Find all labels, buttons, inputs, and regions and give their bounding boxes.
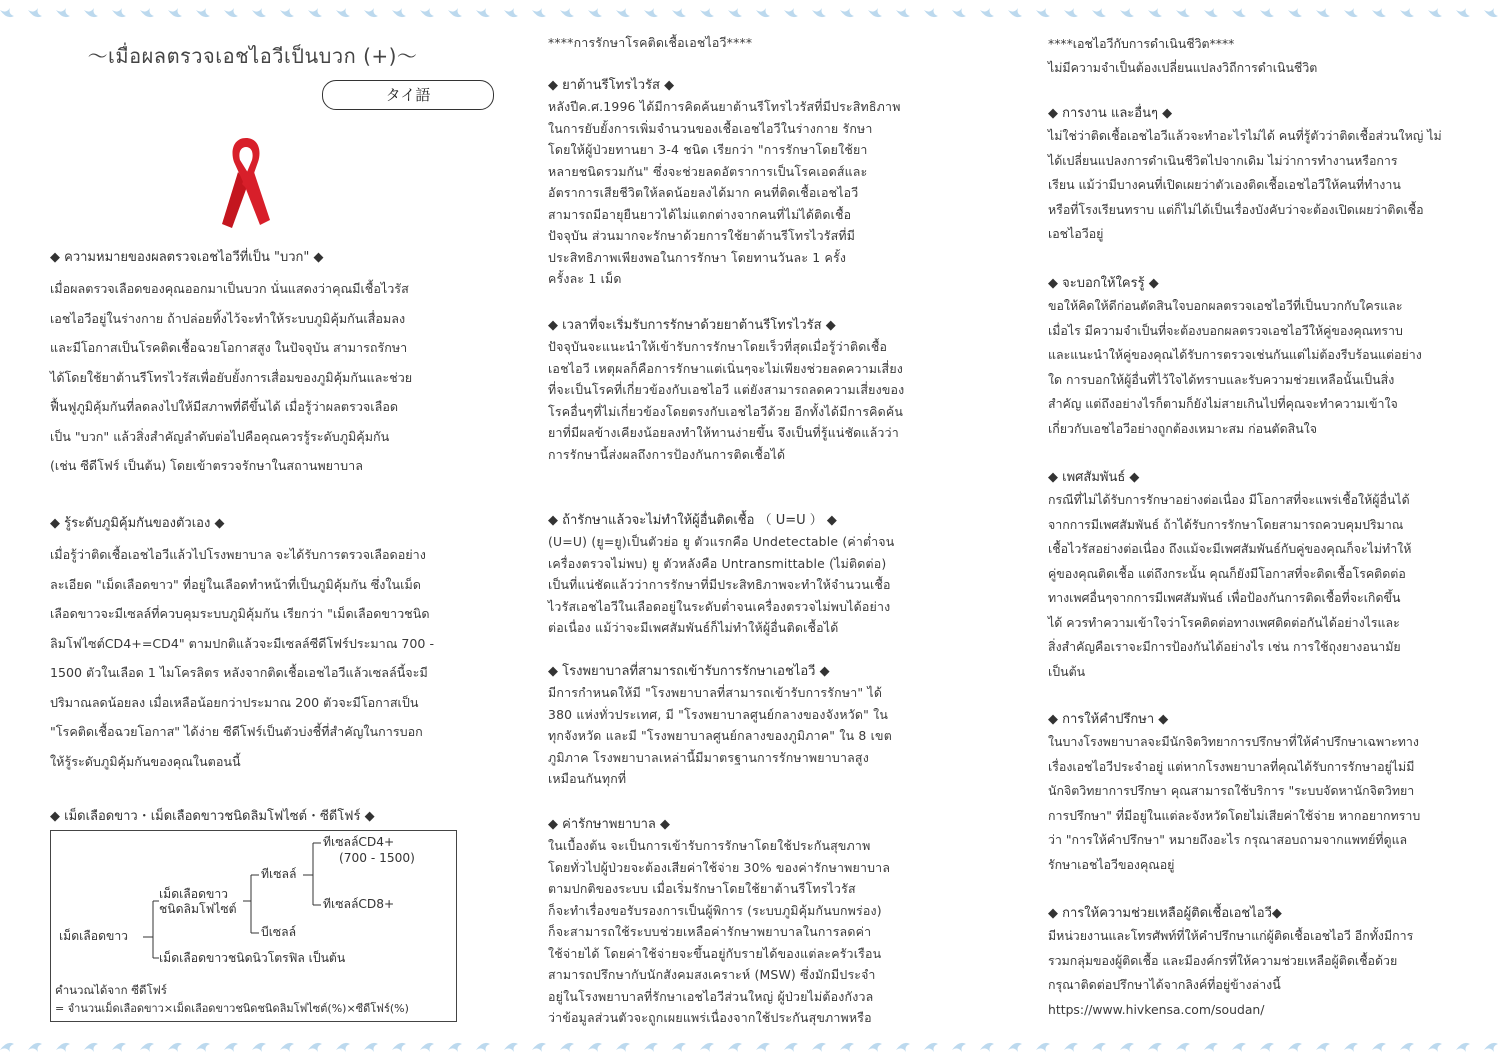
wave-mark	[616, 1043, 630, 1052]
text-line: เป็นต้น	[1048, 663, 1086, 679]
wave-mark	[0, 8, 14, 17]
wave-mark	[336, 8, 350, 17]
section-meaning	[50, 248, 455, 481]
text-line: การปรึกษา" ที่มีอยู่ในแต่ละจังหวัดโดยไม่เสียค่าใช้จ่าย หากอยากทราบ	[1048, 807, 1421, 823]
section-body	[548, 336, 950, 465]
text-line: ในเบื้องต้น จะเป็นการเข้ารับการรักษาโดยใช้ประกันสุขภาพ	[548, 838, 871, 853]
wave-mark	[700, 1043, 714, 1052]
text-line: เรื่องเอชไอวีประจำอยู่ แต่หากโรงพยาบาลที่คุณได้รับการรักษาอยู่ไม่มี	[1048, 758, 1415, 774]
text-line: ได้เปลี่ยนแปลงการดำเนินชีวิตไปจากเดิม ไม่ว่าการทำงานหรือการ	[1048, 152, 1398, 168]
wave-mark	[392, 8, 406, 17]
text-line: ก็จะทำเรื่องขอรับรองการเป็นผู้พิการ (ระบบภูมิคุ้มกันบกพร่อง)	[548, 902, 882, 918]
text-line: และแนะนำให้คู่ของคุณได้รับการตรวจเช่นกันแต่ไม่ต้องรีบร้อนแต่อย่าง	[1048, 347, 1422, 362]
text-line: ให้รู้ระดับภูมิคุ้มกันของคุณในตอนนี้	[50, 753, 241, 769]
wave-mark	[504, 1043, 518, 1052]
text-line: หลายชนิดรวมกัน" ซึ่งจะช่วยลดอัตราการเป็นโรคเอดส์และ	[548, 163, 868, 179]
wave-mark	[952, 8, 966, 17]
wave-mark	[168, 8, 182, 17]
section-body	[1048, 294, 1450, 441]
section-body	[1048, 488, 1450, 684]
wave-mark	[1372, 1043, 1386, 1052]
text-line: สามารถมีอายุยืนยาวได้ไม่แตกต่างจากคนที่ไม่ได้ติดเชื้อ	[548, 206, 852, 222]
text-line: อยู่ในโรงพยาบาลที่รักษาเอชไอวีส่วนใหญ่ ผู้ป่วยไม่ต้องกังวล	[548, 988, 874, 1004]
wave-mark	[924, 8, 938, 17]
wave-mark	[980, 1043, 994, 1052]
wave-mark	[0, 1043, 14, 1052]
wave-mark	[532, 1043, 546, 1052]
section-support	[1048, 904, 1450, 1022]
text-line: กรุณาติดต่อปรึกษาได้จากลิงค์ที่อยู่ข้างล่างนี้	[1048, 977, 1281, 992]
section-heading: ◆ ค่ารักษาพยาบาล ◆	[548, 817, 670, 832]
red-ribbon-icon	[216, 132, 276, 232]
wave-mark	[812, 1043, 826, 1052]
wave-mark	[1064, 8, 1078, 17]
text-line: สิ่งสำคัญคือเราจะมีการป้องกันได้อย่างไร เช่น การใช้ถุงยางอนามัย	[1048, 639, 1401, 654]
wave-mark	[1148, 8, 1162, 17]
wave-mark	[980, 8, 994, 17]
wave-mark	[1008, 1043, 1022, 1052]
text-line: ละเอียด "เม็ดเลือดขาว" ที่อยู่ในเลือดทำหน้าที่เป็นภูมิคุ้มกัน ซึ่งในเม็ด	[50, 576, 421, 592]
text-line: กรณีที่ไม่ได้รับการรักษาอย่างต่อเนื่อง มีโอกาสที่จะแพร่เชื้อให้ผู้อื่นได้	[1048, 492, 1410, 507]
wave-mark	[1092, 1043, 1106, 1052]
section-body	[548, 835, 950, 1029]
wave-mark	[56, 1043, 70, 1052]
life-subheader: ไม่มีความจำเป็นต้องเปลี่ยนแปลงวิถีการดำเนินชีวิต	[1048, 60, 1318, 75]
wave-mark	[448, 1043, 462, 1052]
text-line: ใช้จ่ายได้ โดยค่าใช้จ่ายจะขึ้นอยู่กับรายได้ของแต่ละครัวเรือน	[548, 945, 882, 961]
wave-mark	[140, 1043, 154, 1052]
section-work	[1048, 104, 1450, 247]
bottom-wave-border	[0, 1030, 1500, 1060]
lymphocyte-node-line1: เม็ดเลือดขาว	[159, 887, 229, 901]
wave-mark	[672, 8, 686, 17]
text-line: เป็น "บวก" แล้วสิ่งสำคัญลำดับต่อไปคือคุณควรรู้ระดับภูมิคุ้มกัน	[50, 428, 390, 444]
text-line: จากการมีเพศสัมพันธ์ ถ้าได้รับการรักษาโดยสามารถควบคุมปริมาณ	[1048, 516, 1404, 532]
wave-mark	[1484, 1043, 1498, 1052]
text-line: ขอให้คิดให้ดีก่อนตัดสินใจบอกผลตรวจเอชไอวีที่เป็นบวกกับใครและ	[1048, 298, 1403, 313]
wave-mark	[1008, 8, 1022, 17]
text-line: ว่าข้อมูลส่วนตัวจะถูกเผยแพร่เนื่องจากใช้ประกันสุขภาพหรือ	[548, 1010, 872, 1025]
wave-mark	[280, 1043, 294, 1052]
wave-mark	[588, 1043, 602, 1052]
section-body	[548, 96, 950, 290]
text-line: เอชไอวีอยู่ในร่างกาย ถ้าปล่อยทิ้งไว้จะทำให้ระบบภูมิคุ้มกันเสื่อมลง	[50, 310, 406, 326]
section-immunity	[50, 514, 455, 776]
wave-mark	[840, 8, 854, 17]
section-body	[1048, 124, 1450, 247]
text-line: คู่ของคุณติดเชื้อ แต่ถึงกระนั้น คุณก็ยังมีโอกาสที่จะติดเชื้อโรคติดต่อ	[1048, 565, 1406, 581]
wave-mark	[560, 1043, 574, 1052]
section-heading: ◆ เวลาที่จะเริ่มรับการรักษาด้วยยาต้านรีโทรไวรัส ◆	[548, 318, 836, 333]
text-line: เอชไอวีอยู่	[1048, 226, 1104, 241]
text-line: ปริมาณลดน้อยลง เมื่อเหลือน้อยกว่าประมาณ 200 ตัวจะมีโอกาสเป็น	[50, 694, 419, 710]
text-line: เมื่อไร มีความจำเป็นที่จะต้องบอกผลตรวจเอชไอวีให้คู่ของคุณทราบ	[1048, 322, 1403, 338]
wave-mark	[140, 8, 154, 17]
cd4-range: (700 - 1500)	[339, 851, 415, 865]
wave-mark	[1428, 8, 1442, 17]
section-body	[1048, 924, 1450, 998]
text-line: ปัจจุบัน ส่วนมากจะรักษาด้วยการใช้ยาต้านรีโทรไวรัสที่มี	[548, 228, 856, 243]
wave-mark	[252, 1043, 266, 1052]
column-middle	[548, 30, 950, 1025]
wave-mark	[896, 1043, 910, 1052]
wave-mark	[1120, 1043, 1134, 1052]
wave-mark	[476, 1043, 490, 1052]
wave-mark	[588, 8, 602, 17]
section-body	[548, 682, 950, 790]
wave-mark	[868, 1043, 882, 1052]
text-line: ใด การบอกให้ผู้อื่นที่ไว้ใจได้ทราบและรับความช่วยเหลือนั้นเป็นสิ่ง	[1048, 371, 1395, 387]
column-right	[1048, 30, 1450, 1017]
wave-mark	[1288, 8, 1302, 17]
section-antiretroviral	[548, 76, 950, 290]
wbc-node: เม็ดเลือดขาว	[59, 929, 129, 943]
section-sex	[1048, 468, 1450, 684]
text-line: เรียน แม้ว่ามีบางคนที่เปิดเผยว่าตัวเองติดเชื้อเอชไอวีให้คนที่ทำงาน	[1048, 177, 1401, 192]
support-link[interactable]: https://www.hivkensa.com/soudan/	[1048, 1001, 1265, 1017]
text-line: (U=U) (ยู=ยู)เป็นตัวย่อ ยู ตัวแรกคือ Undetectable (ค่าต่ำจน	[548, 534, 895, 549]
wave-mark	[756, 8, 770, 17]
cd8-node: ทีเซลล์CD8+	[323, 897, 395, 911]
section-heading: ◆ การให้ความช่วยเหลือผู้ติดเชื้อเอชไอวี◆	[1048, 906, 1282, 921]
wave-mark	[1260, 1043, 1274, 1052]
wave-mark	[1148, 1043, 1162, 1052]
text-line: ไวรัสเอชไอวีในเลือดอยู่ในระดับต่ำจนเครื่องตรวจไม่พบได้อย่าง	[548, 598, 891, 614]
section-counseling	[1048, 710, 1450, 877]
wave-mark	[1316, 1043, 1330, 1052]
wave-mark	[308, 1043, 322, 1052]
wave-mark	[1176, 1043, 1190, 1052]
text-line: ในบางโรงพยาบาลจะมีนักจิตวิทยาการปรึกษาที่ให้คำปรึกษาเฉพาะทาง	[1048, 734, 1419, 749]
text-line: ในการยับยั้งการเพิ่มจำนวนของเชื้อเอชไอวีในร่างกาย รักษา	[548, 120, 873, 136]
text-line: โรคอื่นๆที่ไม่เกี่ยวข้องโดยตรงกับเอชไอวีด้วย อีกทั้งได้มีการคิดค้น	[548, 403, 904, 419]
wave-mark	[784, 1043, 798, 1052]
wave-mark	[392, 1043, 406, 1052]
bcell-node: บีเซลล์	[261, 925, 297, 939]
wave-mark	[112, 8, 126, 17]
wave-mark	[1176, 8, 1190, 17]
section-costs	[548, 815, 950, 1029]
life-header: ****เอชไอวีกับการดำเนินชีวิต****	[1048, 36, 1235, 51]
section-heading: ◆ รู้ระดับภูมิคุ้มกันของตัวเอง ◆	[50, 516, 225, 531]
text-line: ไม่ใช่ว่าติดเชื้อเอชไอวีแล้วจะทำอะไรไม่ได้ คนที่รู้ตัวว่าติดเชื้อส่วนใหญ่ ไม่	[1048, 128, 1442, 143]
column-left	[50, 30, 455, 1015]
wave-mark	[728, 1043, 742, 1052]
wave-mark	[1036, 8, 1050, 17]
text-line: มีการกำหนดให้มี "โรงพยาบาลที่สามารถเข้ารับการรักษา" ได้	[548, 685, 883, 700]
wave-mark	[1484, 8, 1498, 17]
text-line: โดยให้ผู้ป่วยทานยา 3-4 ชนิด เรียกว่า "การรักษาโดยใช้ยา	[548, 142, 868, 157]
wave-mark	[700, 8, 714, 17]
wave-mark	[1400, 1043, 1414, 1052]
section-body	[50, 540, 455, 776]
text-line: มีหน่วยงานและโทรศัพท์ที่ให้คำปรึกษาแก่ผู้ติดเชื้อเอชไอวี อีกทั้งมีการ	[1048, 928, 1414, 943]
section-heading: ◆ ยาต้านรีโทรไวรัส ◆	[548, 78, 675, 93]
section-disclosure	[1048, 274, 1450, 441]
text-line: ลิมโฟไซต์CD4+=CD4" ตามปกติแล้วจะมีเซลล์ซีดีโฟร์ประมาณ 700 -	[50, 635, 434, 651]
section-body	[1048, 730, 1450, 877]
text-line: ฟื้นฟูภูมิคุ้มกันที่ลดลงไปให้มีสภาพที่ดีขึ้นได้ เมื่อรู้ว่าผลตรวจเลือด	[50, 399, 399, 414]
wave-mark	[364, 1043, 378, 1052]
wave-mark	[84, 8, 98, 17]
text-line: 1500 ตัวในเลือด 1 ไมโครลิตร หลังจากติดเชื้อเอชไอวีแล้วเซลล์นี้จะมี	[50, 665, 428, 680]
text-line: การรักษานี้ส่งผลถึงการป้องกันการติดเชื้อได้	[548, 446, 786, 462]
wave-mark	[336, 1043, 350, 1052]
text-line: ก็จะสามารถใช้ระบบช่วยเหลือค่ารักษาพยาบาลในการลดค่า	[548, 924, 872, 939]
section-heading: ◆ ความหมายของผลตรวจเอชไอวีที่เป็น "บวก" ◆	[50, 250, 324, 265]
wave-mark	[196, 1043, 210, 1052]
wave-mark	[1428, 1043, 1442, 1052]
text-line: โดยทั่วไปผู้ป่วยจะต้องเสียค่าใช้จ่าย 30% ของค่ารักษาพยาบาล	[548, 859, 891, 875]
wave-mark	[1092, 8, 1106, 17]
wave-mark	[28, 1043, 42, 1052]
tcell-node: ทีเซลล์	[261, 867, 297, 881]
text-line: ทุกจังหวัด และมี "โรงพยาบาลศูนย์กลางของภูมิภาค" ใน 8 เขต	[548, 728, 892, 743]
text-line: ได้โดยใช้ยาต้านรีโทรไวรัสเพื่อยับยั้งการเสื่อมของภูมิคุ้มกันและช่วย	[50, 369, 413, 385]
text-line: หรือที่โรงเรียนทราบ แต่ก็ไม่ได้เป็นเรื่องบังคับว่าจะต้องเปิดเผยว่าติดเชื้อ	[1048, 201, 1424, 217]
wave-mark	[308, 8, 322, 17]
text-line: เอชไอวี เหตุผลก็คือการรักษาแต่เนิ่นๆจะไม่เพียงช่วยลดความเสี่ยง	[548, 360, 904, 376]
text-line: ปัจจุบันจะแนะนำให้เข้ารับการรักษาโดยเร็วที่สุดเมื่อรู้ว่าติดเชื้อ	[548, 339, 888, 354]
wave-mark	[56, 8, 70, 17]
wave-mark	[952, 1043, 966, 1052]
text-line: 380 แห่งทั่วประเทศ, มี "โรงพยาบาลศูนย์กลางของจังหวัด" ใน	[548, 706, 889, 722]
text-line: ยาที่มีผลข้างเคียงน้อยลงทำให้ทานง่ายขึ้น จึงเป็นที่รู้แน่ชัดแล้วว่า	[548, 425, 899, 440]
wave-mark	[1120, 8, 1134, 17]
wave-mark	[420, 1043, 434, 1052]
text-line: "โรคติดเชื้อฉวยโอกาส" ได้ง่าย ซีดีโฟร์เป็นตัวบ่งชี้ที่สำคัญในการบอก	[50, 724, 423, 739]
page-title: 〜เมื่อผลตรวจเอชไอวีเป็นบวก (+)〜	[87, 44, 418, 68]
wave-mark	[1204, 1043, 1218, 1052]
text-line: ว่า "การให้คำปรึกษา" หมายถึงอะไร กรุณาสอบถามจากแพทย์ที่ดูแล	[1048, 832, 1408, 847]
treatment-header: ****การรักษาโรคติดเชื้อเอชไอวี****	[548, 35, 753, 50]
wave-mark	[448, 8, 462, 17]
text-line: เลือดขาวจะมีเซลล์ที่ควบคุมระบบภูมิคุ้มกัน เรียกว่า "เม็ดเลือดขาวชนิด	[50, 606, 430, 621]
language-badge: タイ語	[322, 80, 494, 110]
wave-mark	[1372, 8, 1386, 17]
wave-mark	[560, 8, 574, 17]
neutrophil-node: เม็ดเลือดขาวชนิดนิวโตรฟิล เป็นต้น	[159, 951, 346, 965]
wave-mark	[28, 8, 42, 17]
wave-mark	[868, 8, 882, 17]
text-line: หลังปีค.ศ.1996 ได้มีการคิดค้นยาต้านรีโทรไวรัสที่มีประสิทธิภาพ	[548, 99, 901, 114]
text-line: เมื่อผลตรวจเลือดของคุณออกมาเป็นบวก นั่นแสดงว่าคุณมีเชื้อไวรัส	[50, 281, 409, 296]
wave-mark	[476, 8, 490, 17]
blood-cell-tree-diagram	[50, 830, 457, 1022]
wave-mark	[1232, 1043, 1246, 1052]
text-line: ภูมิภาค โรงพยาบาลเหล่านี้มีมาตรฐานการรักษาพยาบาลสูง	[548, 749, 869, 765]
wave-mark	[644, 8, 658, 17]
section-heading: ◆ จะบอกให้ใครรู้ ◆	[1048, 276, 1159, 291]
text-line: ครั้งละ 1 เม็ด	[548, 271, 622, 286]
formula-text: = จำนวนเม็ดเลือดขาว×เม็ดเลือดขาวชนิดชนิดลิมโฟไซต์(%)×ซีดีโฟร์(%)	[55, 1002, 409, 1015]
text-line: ต่อเนื่อง แม้ว่าจะมีเพศสัมพันธ์ก็ไม่ทำให้ผู้อื่นติดเชื้อได้	[548, 620, 839, 635]
wave-mark	[364, 8, 378, 17]
text-line: เหมือนกันทุกที่	[548, 771, 627, 786]
text-line: สำคัญ แต่ถึงอย่างไรก็ตามก็ยังไม่สายเกินไปที่คุณจะทำความเข้าใจ	[1048, 396, 1398, 411]
text-line: ที่จะเป็นโรคที่เกี่ยวข้องกับเอชไอวี แต่ยังสามารถลดความเสี่ยงของ	[548, 382, 905, 397]
wave-mark	[1456, 8, 1470, 17]
text-line: รักษาเอชไอวีของคุณอยู่	[1048, 856, 1175, 872]
text-line: เป็นที่แน่ชัดแล้วว่าการรักษาที่มีประสิทธิภาพจะทำให้จำนวนเชื้อ	[548, 577, 891, 592]
section-heading: ◆ เพศสัมพันธ์ ◆	[1048, 470, 1140, 485]
section-start-time	[548, 316, 950, 465]
text-line: อัตราการเสียชีวิตให้ลดน้อยลงได้มาก คนที่ติดเชื้อเอชไอวี	[548, 185, 859, 200]
text-line: เชื้อไวรัสอย่างต่อเนื่อง ถึงแม้จะมีเพศสัมพันธ์กับคู่ของคุณก็จะไม่ทำให้	[1048, 541, 1412, 556]
top-wave-border	[0, 0, 1500, 30]
wave-mark	[84, 1043, 98, 1052]
wave-mark	[224, 8, 238, 17]
text-line: นักจิตวิทยาการปรึกษา คุณสามารถใช้บริการ "ระบบจัดหานักจิตวิทยา	[1048, 783, 1415, 798]
text-line: และมีโอกาสเป็นโรคติดเชื้อฉวยโอกาสสูง ในปัจจุบัน สามารถรักษา	[50, 340, 408, 355]
section-heading: ◆ เม็ดเลือดขาว・เม็ดเลือดขาวชนิดลิมโฟไซต์・ซีดีโฟร์ ◆	[50, 809, 375, 824]
wave-mark	[1288, 1043, 1302, 1052]
text-line: ตามปกติของระบบ เมื่อเริ่มรักษาโดยใช้ยาต้านรีโทรไวรัส	[548, 881, 856, 896]
wave-mark	[812, 8, 826, 17]
section-heading: ◆ ถ้ารักษาแล้วจะไม่ทำให้ผู้อื่นติดเชื้อ （ U=U ） ◆	[548, 513, 837, 528]
section-heading: ◆ การให้คำปรึกษา ◆	[1048, 712, 1169, 727]
text-line: เมื่อรู้ว่าติดเชื้อเอชไอวีแล้วไปโรงพยาบาล จะได้รับการตรวจเลือดอย่าง	[50, 547, 426, 562]
text-line: รวมกลุ่มของผู้ติดเชื้อ และมีองค์กรที่ให้ความช่วยเหลือผู้ติดเชื้อด้วย	[1048, 952, 1398, 968]
section-uu	[548, 511, 950, 639]
wave-mark	[224, 1043, 238, 1052]
wave-mark	[420, 8, 434, 17]
wave-mark	[1232, 8, 1246, 17]
wave-mark	[252, 8, 266, 17]
wave-mark	[1344, 8, 1358, 17]
wave-mark	[1204, 8, 1218, 17]
wave-mark	[1316, 8, 1330, 17]
text-line: ได้ ควรทำความเข้าใจว่าโรคติดต่อทางเพศติดต่อกันได้อย่างไรและ	[1048, 614, 1400, 630]
wave-mark	[644, 1043, 658, 1052]
section-blood-cells	[50, 807, 455, 827]
section-heading: ◆ โรงพยาบาลที่สามารถเข้ารับการรักษาเอชไอวี ◆	[548, 664, 830, 679]
wave-mark	[1036, 1043, 1050, 1052]
wave-mark	[112, 1043, 126, 1052]
wave-mark	[1400, 8, 1414, 17]
text-line: ประสิทธิภาพเพียงพอในการรักษา โดยทานวันละ 1 ครั้ง	[548, 249, 847, 265]
lymphocyte-node-line2: ชนิดลิมโฟไซต์	[159, 902, 237, 916]
section-body	[50, 274, 455, 481]
wave-mark	[168, 1043, 182, 1052]
wave-mark	[1064, 1043, 1078, 1052]
wave-mark	[1456, 1043, 1470, 1052]
section-hospitals	[548, 662, 950, 790]
wave-mark	[924, 1043, 938, 1052]
wave-mark	[1344, 1043, 1358, 1052]
wave-mark	[196, 8, 210, 17]
section-body	[548, 531, 950, 639]
wave-mark	[280, 8, 294, 17]
wave-mark	[616, 8, 630, 17]
wave-mark	[532, 8, 546, 17]
text-line: เกี่ยวกับเอชไอวีอย่างถูกต้องเหมาะสม ก่อนตัดสินใจ	[1048, 420, 1317, 436]
text-line: ทางเพศอื่นๆจากการมีเพศสัมพันธ์ เพื่อป้องกันการติดเชื้อที่จะเกิดขึ้น	[1048, 590, 1401, 605]
wave-mark	[896, 8, 910, 17]
text-line: สามารถปรึกษากับนักสังคมสงเคราะห์ (MSW) ซึ่งมักมีประจำ	[548, 967, 876, 982]
wave-mark	[672, 1043, 686, 1052]
text-line: เครื่องตรวจไม่พบ) ยู ตัวหลังคือ Untransmittable (ไม่ติดต่อ)	[548, 555, 887, 571]
wave-mark	[756, 1043, 770, 1052]
section-heading: ◆ การงาน และอื่นๆ ◆	[1048, 106, 1173, 121]
wave-mark	[504, 8, 518, 17]
wave-mark	[840, 1043, 854, 1052]
wave-mark	[784, 8, 798, 17]
cd4-node: ทีเซลล์CD4+	[323, 835, 395, 849]
text-line: (เช่น ซีดีโฟร์ เป็นต้น) โดยเข้าตรวจรักษาในสถานพยาบาล	[50, 458, 363, 473]
wave-mark	[1260, 8, 1274, 17]
formula-label: คำนวณได้จาก ซีดีโฟร์	[55, 983, 167, 997]
wave-mark	[728, 8, 742, 17]
